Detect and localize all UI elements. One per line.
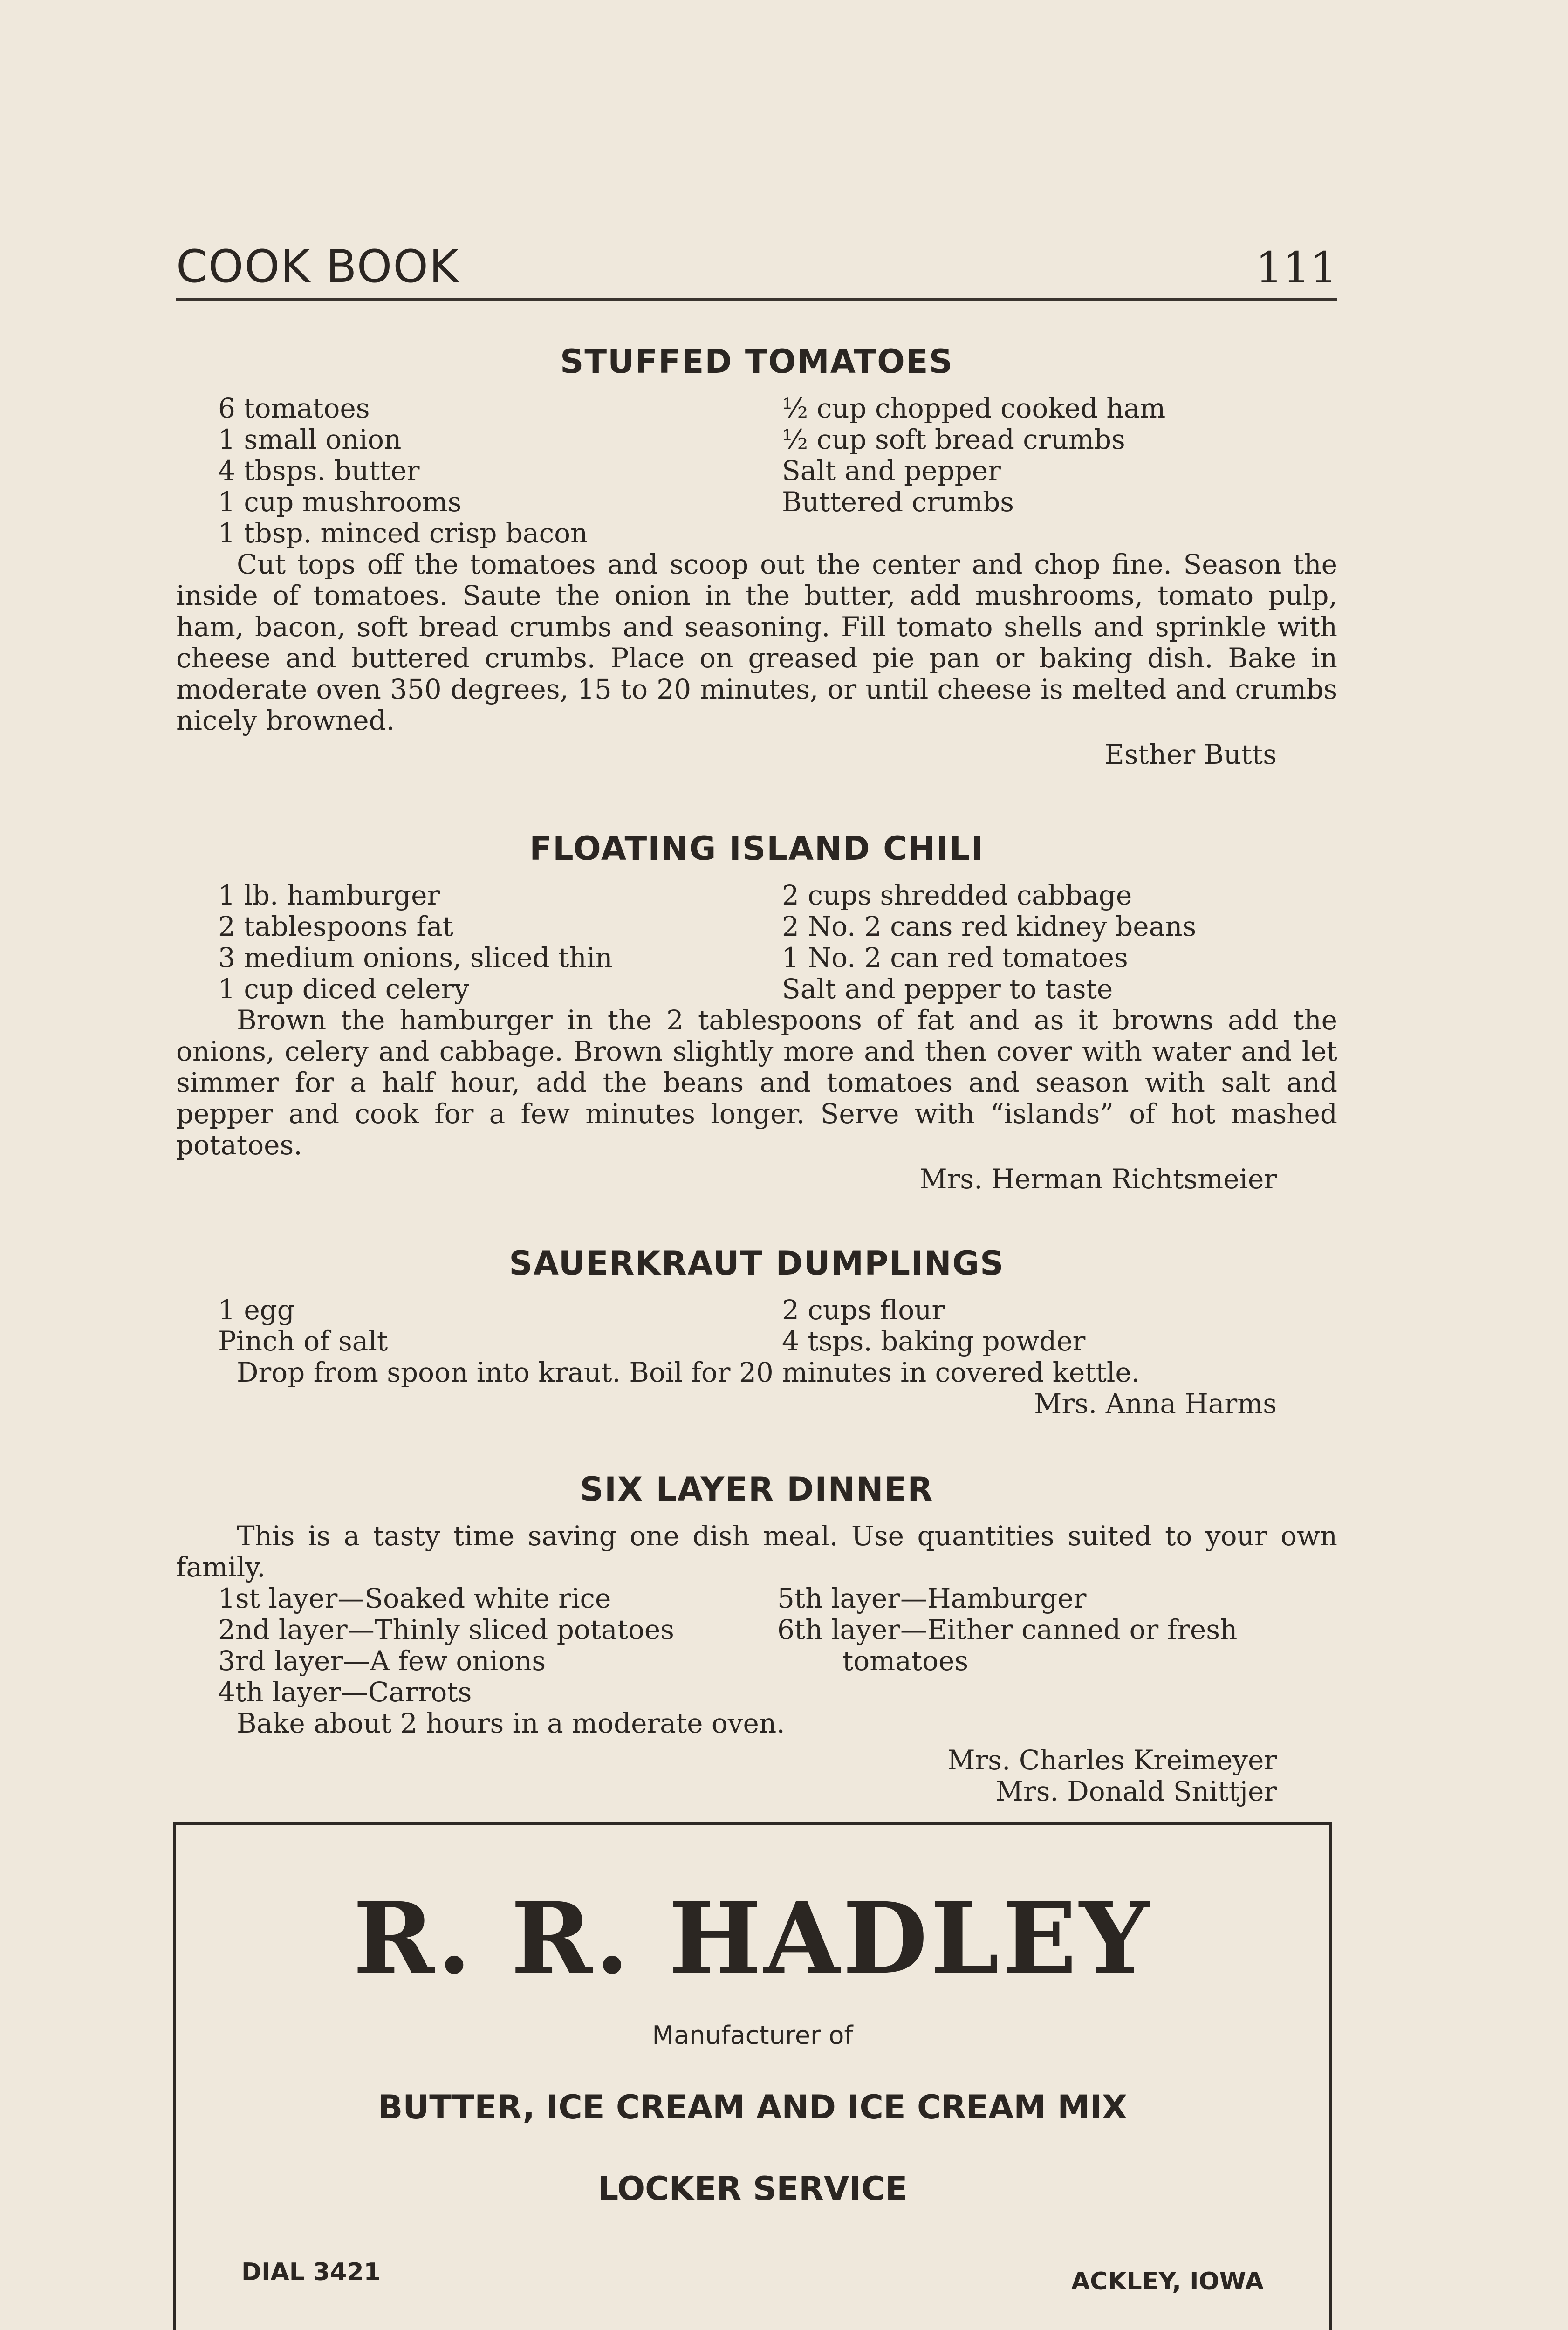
advertiser-name: R. R. HADLEY — [353, 1881, 1152, 1996]
ingredient: Buttered crumbs — [782, 486, 1014, 518]
ingredient-list — [176, 1583, 1337, 1708]
ingredient-column-right — [782, 393, 1165, 518]
ingredient: 6 tomatoes — [218, 392, 370, 424]
recipe-stuffed-tomatoes — [176, 343, 1337, 770]
page-number: 111 — [1255, 243, 1337, 293]
ingredient: tomatoes — [842, 1645, 969, 1677]
recipe-title: STUFFED TOMATOES — [560, 343, 954, 381]
recipe-title: FLOATING ISLAND CHILI — [529, 829, 984, 868]
recipe-floating-island-chili — [176, 829, 1337, 1195]
recipe-directions: Drop from spoon into kraut. Boil for 20 minutes in covered kettle. — [237, 1357, 1140, 1388]
recipe-author: Mrs. Donald Snittjer — [995, 1775, 1277, 1807]
advertiser-products: BUTTER, ICE CREAM AND ICE CREAM MIX — [378, 2088, 1127, 2126]
ingredient: 1 cup mushrooms — [218, 486, 462, 518]
ingredient: 2 No. 2 cans red kidney beans — [782, 911, 1197, 942]
ingredient: 1 small onion — [218, 424, 402, 455]
book-title: COOK BOOK — [176, 240, 459, 293]
ingredient-column-right — [777, 1583, 1237, 1677]
recipe-six-layer-dinner — [176, 1470, 1337, 1807]
recipe-directions: Cut tops off the tomatoes and scoop out the center and chop fine. Season the inside of tomatoes. Saute the onion in the butter, add mushrooms, tomato pulp, ham, bacon, soft bread crumbs and seasoning. Fill tomato shells and sprinkle with cheese and buttered crumbs. Place on greased pie pan or baking dish. Bake in moderate oven 350 degrees, 15 to 20 minutes, or until cheese is melted and crumbs nicely browned. — [176, 548, 1337, 736]
recipe-sauerkraut-dumplings — [176, 1244, 1337, 1419]
ingredient: 5th layer—Hamburger — [777, 1583, 1087, 1614]
ingredient-column-left — [218, 393, 588, 549]
ingredient: 3 medium onions, sliced thin — [218, 942, 613, 973]
ingredient-list — [176, 1295, 1337, 1357]
ingredient-list — [176, 880, 1337, 1005]
ingredient: 3rd layer—A few onions — [218, 1645, 546, 1677]
ingredient: 2 cups flour — [782, 1294, 945, 1326]
ingredient-list — [176, 393, 1337, 549]
ingredient-column-right — [782, 880, 1196, 1005]
ingredient: Pinch of salt — [218, 1325, 388, 1357]
advertiser-subtitle: Manufacturer of — [652, 2021, 853, 2050]
advertiser-location: ACKLEY, IOWA — [1071, 2268, 1264, 2296]
recipe-directions: Bake about 2 hours in a moderate oven. — [237, 1707, 785, 1739]
ingredient-column-left — [218, 880, 613, 1005]
ingredient-column-left — [218, 1583, 674, 1708]
ingredient: 1 egg — [218, 1294, 294, 1326]
ingredient: 2 cups shredded cabbage — [782, 879, 1132, 911]
ingredient: 1st layer—Soaked white rice — [218, 1583, 611, 1614]
ingredient: 1 cup diced celery — [218, 973, 469, 1005]
recipe-title: SIX LAYER DINNER — [580, 1470, 934, 1508]
ingredient: 2nd layer—Thinly sliced potatoes — [218, 1614, 674, 1645]
ingredient: Salt and pepper — [782, 455, 1001, 487]
ingredient: 1 No. 2 can red tomatoes — [782, 942, 1128, 973]
recipe-directions: Brown the hamburger in the 2 tablespoons of fat and as it browns add the onions, celery and cabbage. Brown slightly more and then cover with water and let simmer for a half hour, add the beans and tomatoes and season with salt and pepper and cook for a few minutes longer. Serve with “islands” of hot mashed potatoes. — [176, 1004, 1337, 1161]
ingredient: ½ cup chopped cooked ham — [782, 392, 1166, 424]
recipe-author: Mrs. Herman Richtsmeier — [919, 1163, 1277, 1195]
ingredient: 2 tablespoons fat — [218, 911, 453, 942]
ingredient: 4 tsps. baking powder — [782, 1325, 1086, 1357]
advertiser-phone: DIAL 3421 — [241, 2258, 381, 2286]
advertisement-box — [173, 1822, 1332, 2330]
recipe-author: Mrs. Charles Kreimeyer — [947, 1744, 1277, 1776]
ingredient: Salt and pepper to taste — [782, 973, 1113, 1005]
recipe-author: Esther Butts — [1104, 739, 1277, 770]
ingredient-column-left — [218, 1295, 388, 1357]
running-head — [176, 242, 1337, 301]
recipe-intro: This is a tasty time saving one dish meal. Use quantities suited to your own family. — [176, 1520, 1337, 1583]
recipe-title: SAUERKRAUT DUMPLINGS — [509, 1244, 1005, 1282]
ingredient: 6th layer—Either canned or fresh — [777, 1614, 1238, 1645]
ingredient: 1 lb. hamburger — [218, 879, 440, 911]
advertiser-service: LOCKER SERVICE — [597, 2170, 908, 2208]
recipe-author: Mrs. Anna Harms — [1034, 1388, 1277, 1419]
ingredient: 4th layer—Carrots — [218, 1676, 472, 1708]
ingredient: 1 tbsp. minced crisp bacon — [218, 517, 588, 549]
ingredient: ½ cup soft bread crumbs — [782, 424, 1125, 455]
ingredient-column-right — [782, 1295, 1085, 1357]
ingredient: 4 tbsps. butter — [218, 455, 420, 487]
